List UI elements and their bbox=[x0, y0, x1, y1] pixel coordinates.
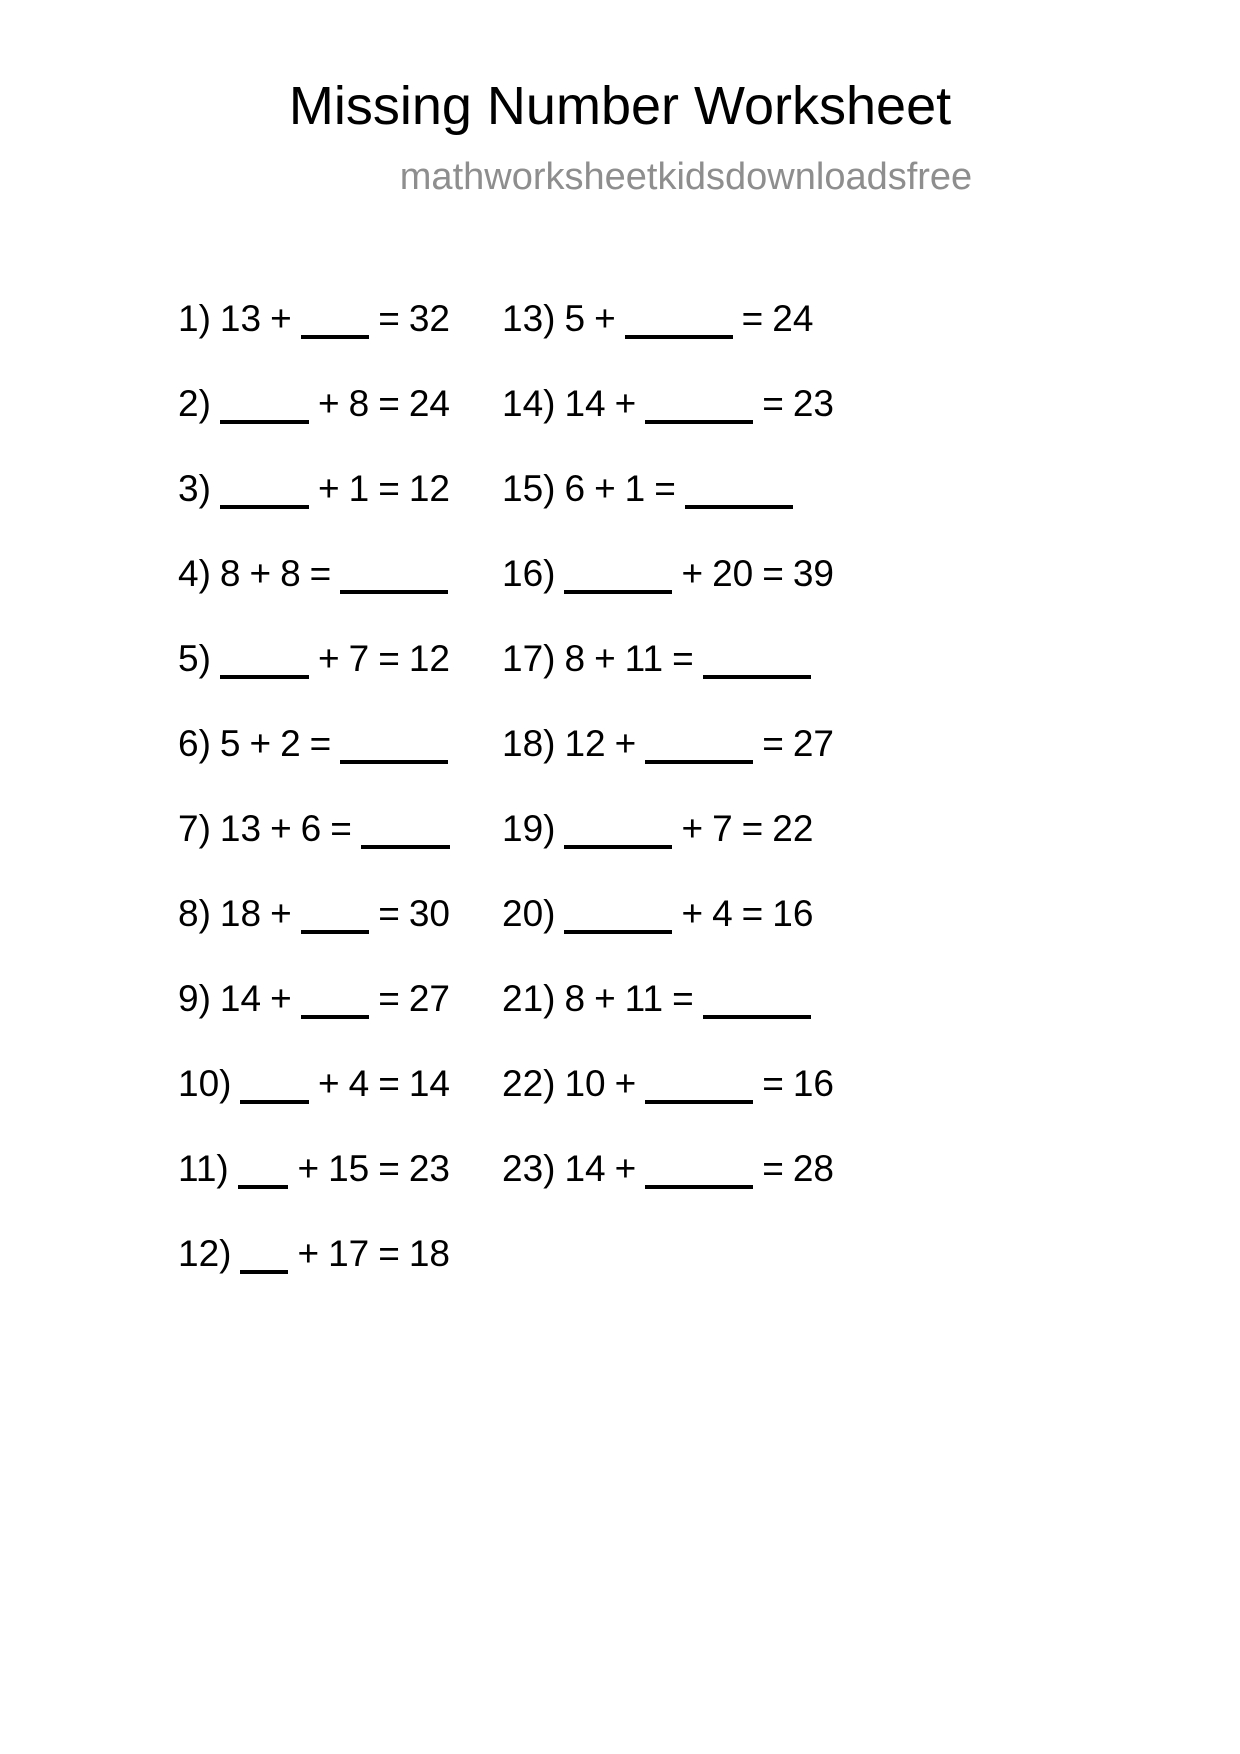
operand-b: 6 bbox=[300, 808, 322, 849]
equals-operator: = bbox=[762, 383, 784, 424]
result-value: 16 bbox=[772, 893, 814, 934]
problem-number: 11) bbox=[178, 1148, 229, 1189]
problem-number: 1) bbox=[178, 298, 211, 339]
problem-number: 7) bbox=[178, 808, 211, 849]
operand-b: 7 bbox=[712, 808, 733, 849]
result-value: 27 bbox=[408, 978, 450, 1019]
result-value: 16 bbox=[792, 1063, 835, 1104]
result-value: 27 bbox=[792, 723, 835, 764]
problem-item bbox=[178, 810, 450, 895]
equals-operator: = bbox=[330, 808, 352, 849]
plus-operator: + bbox=[249, 553, 272, 594]
plus-operator: + bbox=[681, 553, 704, 594]
plus-operator: + bbox=[318, 468, 340, 509]
problem-item bbox=[178, 725, 450, 810]
operand-a-blank[interactable] bbox=[220, 649, 309, 679]
operand-b: 8 bbox=[348, 383, 370, 424]
operand-b: 1 bbox=[624, 468, 646, 509]
problem-number: 6) bbox=[178, 723, 211, 764]
operand-b-blank[interactable] bbox=[625, 309, 733, 339]
equals-operator: = bbox=[378, 1233, 400, 1274]
result-value-blank[interactable] bbox=[703, 989, 811, 1019]
operand-a: 10 bbox=[564, 1063, 606, 1104]
equals-operator: = bbox=[762, 1148, 784, 1189]
result-value: 32 bbox=[408, 298, 450, 339]
result-value-blank[interactable] bbox=[340, 564, 448, 594]
plus-operator: + bbox=[614, 723, 637, 764]
problem-item bbox=[502, 895, 1070, 980]
equals-operator: = bbox=[378, 978, 400, 1019]
equals-operator: = bbox=[654, 468, 676, 509]
operand-a: 14 bbox=[564, 1148, 606, 1189]
plus-operator: + bbox=[318, 638, 340, 679]
operand-a: 13 bbox=[219, 298, 262, 339]
problem-number: 4) bbox=[178, 553, 211, 594]
problem-number: 23) bbox=[502, 1148, 556, 1189]
operand-a-blank[interactable] bbox=[240, 1074, 309, 1104]
equals-operator: = bbox=[762, 723, 784, 764]
left-column bbox=[0, 300, 450, 1320]
problem-item bbox=[502, 810, 1070, 895]
problem-number: 21) bbox=[502, 978, 556, 1019]
problem-number: 8) bbox=[178, 893, 211, 934]
operand-b: 15 bbox=[328, 1148, 370, 1189]
problem-number: 5) bbox=[178, 638, 211, 679]
page-title: Missing Number Worksheet bbox=[288, 76, 952, 136]
problem-item bbox=[178, 1235, 450, 1320]
result-value: 39 bbox=[792, 553, 835, 594]
problem-item bbox=[178, 1150, 450, 1235]
plus-operator: + bbox=[270, 978, 292, 1019]
operand-b-blank[interactable] bbox=[645, 734, 753, 764]
problem-item bbox=[178, 470, 450, 555]
problem-item bbox=[178, 895, 450, 980]
operand-a-blank[interactable] bbox=[240, 1244, 288, 1274]
equals-operator: = bbox=[378, 638, 400, 679]
problem-item bbox=[502, 385, 1070, 470]
plus-operator: + bbox=[614, 383, 637, 424]
problem-item bbox=[502, 1065, 1070, 1150]
result-value: 23 bbox=[408, 1148, 450, 1189]
operand-b-blank[interactable] bbox=[301, 989, 370, 1019]
problem-number: 12) bbox=[178, 1233, 232, 1274]
operand-b: 11 bbox=[624, 978, 664, 1019]
operand-a: 6 bbox=[564, 468, 586, 509]
equals-operator: = bbox=[762, 1063, 784, 1104]
result-value-blank[interactable] bbox=[685, 479, 793, 509]
plus-operator: + bbox=[249, 723, 272, 764]
operand-a: 5 bbox=[219, 723, 241, 764]
problem-number: 17) bbox=[502, 638, 556, 679]
result-value: 12 bbox=[408, 638, 450, 679]
problem-item bbox=[178, 1065, 450, 1150]
problem-item bbox=[502, 640, 1070, 725]
problem-number: 13) bbox=[502, 298, 556, 339]
problem-item bbox=[178, 385, 450, 470]
operand-b-blank[interactable] bbox=[301, 904, 370, 934]
problem-item bbox=[502, 555, 1070, 640]
operand-b: 11 bbox=[624, 638, 664, 679]
operand-a: 18 bbox=[219, 893, 262, 934]
result-value: 30 bbox=[408, 893, 450, 934]
problem-number: 9) bbox=[178, 978, 211, 1019]
result-value-blank[interactable] bbox=[361, 819, 450, 849]
operand-b-blank[interactable] bbox=[645, 394, 753, 424]
result-value-blank[interactable] bbox=[340, 734, 448, 764]
problem-item bbox=[178, 980, 450, 1065]
equals-operator: = bbox=[378, 1148, 400, 1189]
equals-operator: = bbox=[741, 298, 764, 339]
result-value: 18 bbox=[408, 1233, 450, 1274]
equals-operator: = bbox=[741, 893, 764, 934]
operand-b: 8 bbox=[280, 553, 301, 594]
operand-a: 5 bbox=[564, 298, 586, 339]
equals-operator: = bbox=[378, 468, 400, 509]
problem-number: 3) bbox=[178, 468, 211, 509]
operand-b: 7 bbox=[348, 638, 370, 679]
problem-item bbox=[178, 555, 450, 640]
operand-b-blank[interactable] bbox=[301, 309, 370, 339]
equals-operator: = bbox=[309, 553, 332, 594]
result-value: 24 bbox=[408, 383, 450, 424]
operand-a: 12 bbox=[564, 723, 606, 764]
equals-operator: = bbox=[378, 298, 400, 339]
equals-operator: = bbox=[378, 383, 400, 424]
equals-operator: = bbox=[672, 978, 694, 1019]
problem-grid bbox=[0, 300, 1240, 1320]
result-value: 14 bbox=[408, 1063, 450, 1104]
operand-b: 20 bbox=[712, 553, 754, 594]
problem-item bbox=[502, 470, 1070, 555]
plus-operator: + bbox=[681, 893, 704, 934]
result-value: 24 bbox=[772, 298, 814, 339]
plus-operator: + bbox=[270, 298, 292, 339]
plus-operator: + bbox=[594, 298, 616, 339]
operand-b: 4 bbox=[712, 893, 733, 934]
operand-a-blank[interactable] bbox=[220, 479, 309, 509]
plus-operator: + bbox=[318, 383, 340, 424]
plus-operator: + bbox=[270, 893, 292, 934]
result-value: 23 bbox=[792, 383, 835, 424]
plus-operator: + bbox=[297, 1233, 320, 1274]
operand-b-blank[interactable] bbox=[645, 1074, 753, 1104]
plus-operator: + bbox=[614, 1063, 637, 1104]
operand-a: 13 bbox=[219, 808, 262, 849]
equals-operator: = bbox=[741, 808, 764, 849]
plus-operator: + bbox=[594, 468, 616, 509]
plus-operator: + bbox=[318, 1063, 340, 1104]
plus-operator: + bbox=[297, 1148, 320, 1189]
right-column bbox=[450, 300, 1070, 1235]
operand-a: 14 bbox=[219, 978, 262, 1019]
plus-operator: + bbox=[594, 978, 616, 1019]
result-value: 28 bbox=[792, 1148, 835, 1189]
worksheet-header bbox=[0, 76, 1240, 198]
problem-item bbox=[502, 980, 1070, 1065]
problem-number: 19) bbox=[502, 808, 556, 849]
problem-item bbox=[178, 640, 450, 725]
result-value: 12 bbox=[408, 468, 450, 509]
plus-operator: + bbox=[614, 1148, 637, 1189]
operand-a: 8 bbox=[219, 553, 241, 594]
result-value: 22 bbox=[772, 808, 814, 849]
equals-operator: = bbox=[378, 1063, 400, 1104]
plus-operator: + bbox=[594, 638, 616, 679]
operand-a: 8 bbox=[564, 638, 586, 679]
problem-item bbox=[502, 725, 1070, 810]
worksheet-source-label: mathworksheetkidsdownloadsfree bbox=[399, 156, 973, 198]
problem-number: 16) bbox=[502, 553, 556, 594]
problem-number: 2) bbox=[178, 383, 211, 424]
equals-operator: = bbox=[672, 638, 694, 679]
operand-a-blank[interactable] bbox=[238, 1159, 289, 1189]
problem-item bbox=[178, 300, 450, 385]
problem-number: 20) bbox=[502, 893, 556, 934]
operand-a-blank[interactable] bbox=[564, 904, 672, 934]
equals-operator: = bbox=[309, 723, 332, 764]
operand-a: 14 bbox=[564, 383, 606, 424]
operand-a-blank[interactable] bbox=[564, 819, 672, 849]
result-value-blank[interactable] bbox=[703, 649, 811, 679]
operand-b: 17 bbox=[328, 1233, 370, 1274]
operand-b: 1 bbox=[348, 468, 370, 509]
problem-number: 22) bbox=[502, 1063, 556, 1104]
plus-operator: + bbox=[270, 808, 292, 849]
operand-b: 2 bbox=[280, 723, 301, 764]
problem-number: 15) bbox=[502, 468, 556, 509]
problem-number: 10) bbox=[178, 1063, 232, 1104]
operand-b-blank[interactable] bbox=[645, 1159, 753, 1189]
equals-operator: = bbox=[378, 893, 400, 934]
operand-a-blank[interactable] bbox=[564, 564, 672, 594]
operand-a-blank[interactable] bbox=[220, 394, 309, 424]
problem-number: 18) bbox=[502, 723, 556, 764]
problem-number: 14) bbox=[502, 383, 556, 424]
plus-operator: + bbox=[681, 808, 704, 849]
problem-item bbox=[502, 1150, 1070, 1235]
operand-b: 4 bbox=[348, 1063, 370, 1104]
problem-item bbox=[502, 300, 1070, 385]
operand-a: 8 bbox=[564, 978, 586, 1019]
equals-operator: = bbox=[762, 553, 784, 594]
